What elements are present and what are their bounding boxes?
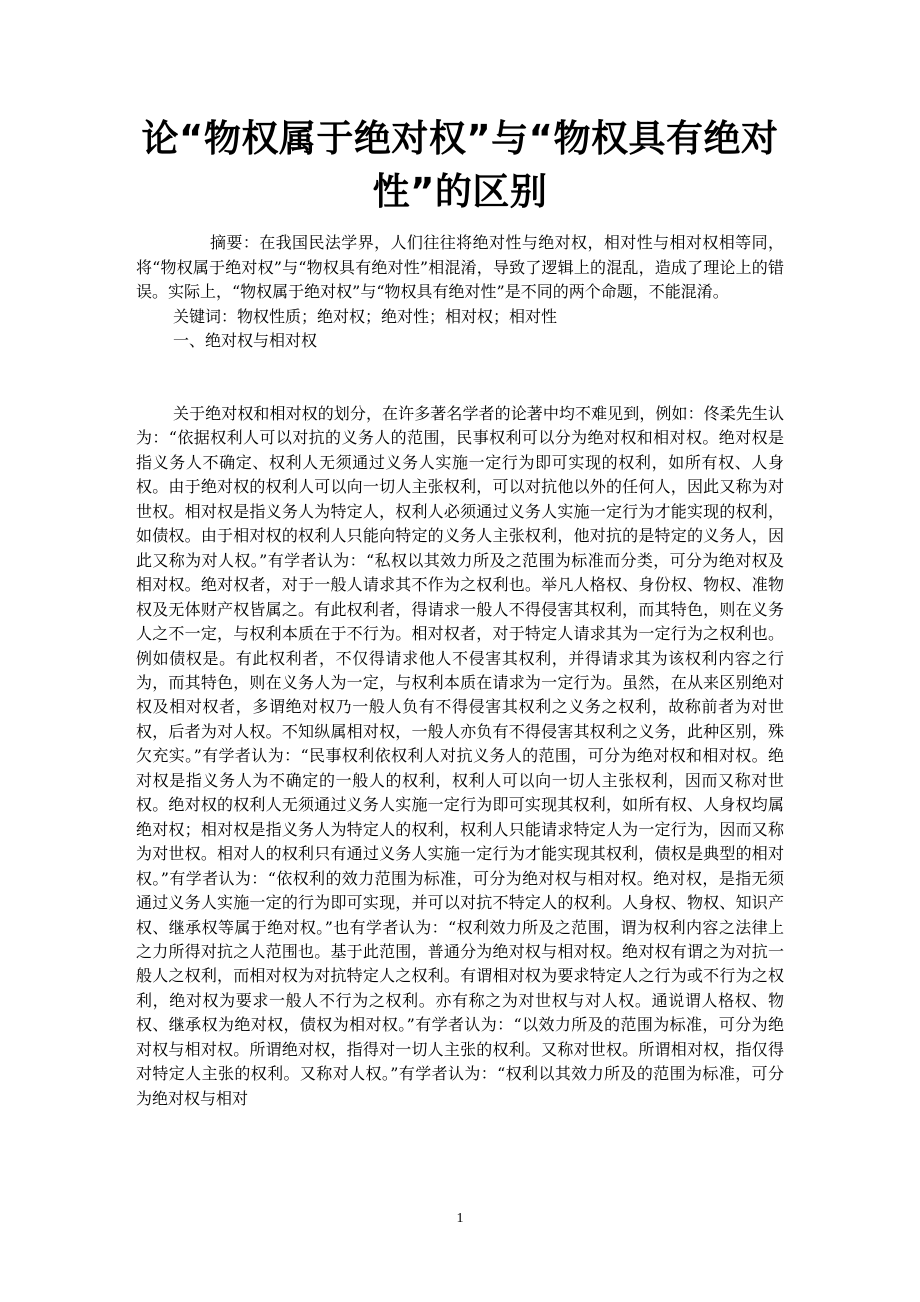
body-paragraph: 关于绝对权和相对权的划分，在许多著名学者的论著中均不难见到，例如：佟柔先生认为：“依据权利人可以对抗的义务人的范围，民事权利可以分为绝对权和相对权。绝对权是指义务人不确定、权利人无须通过义务人实施一定行为即可实现的权利，如所有权、人身权。由于绝对权的权利人可以向一切人主张权利，可以对抗他以外的任何人，因此又称为对世权。相对权是指义务人为特定人，权利人必须通过义务人实施一定行为才能实现的权利，如债权。由于相对权的权利人只能向特定的义务人主张权利，他对抗的是特定的义务人，因此又称为对人权。”有学者认为：“私权以其效力所及之范围为标准而分类，可分为绝对权及相对权。绝对权者，对于一般人请求其不作为之权利也。举凡人格权、身份权、物权、准物权及无体财产权皆属之。有此权利者，得请求一般人不得侵害其权利，而其特色，则在义务人之不一定，与权利本质在于不行为。相对权者，对于特定人请求其为一定行为之权利也。例如债权是。有此权利者，不仅得请求他人不侵害其权利，并得请求其为该权利内容之行为，而其特色，则在义务人为一定，与权利本质在请求为一定行为。虽然，在从来区别绝对权及相对权者，多谓绝对权乃一般人负有不得侵害其权利之义务之权利，故称前者为对世权，后者为对人权。不知纵属相对权，一般人亦负有不得侵害其权利之义务，此种区别，殊欠充实。”有学者认为：“民事权利依权利人对抗义务人的范围，可分为绝对权和相对权。绝对权是指义务人为不确定的一般人的权利，权利人可以向一切人主张权利，因而又称对世权。绝对权的权利人无须通过义务人实施一定行为即可实现其权利，如所有权、人身权均属绝对权；相对权是指义务人为特定人的权利，权利人只能请求特定人为一定行为，因而又称为对世权。相对人的权利只有通过义务人实施一定行为才能实现其权利，债权是典型的相对权。”有学者认为：“依权利的效力范围为标准，可分为绝对权与相对权。绝对权，是指无须通过义务人实施一定的行为即可实现，并可以对抗不特定人的权利。人身权、物权、知识产权、继承权等属于绝对权。”也有学者认为：“权利效力所及之范围，谓为权利内容之法律上之力所得对抗之人范围也。基于此范围，普通分为绝对权与相对权。绝对权有谓之为对抗一般人之权利，而相对权为对抗特定人之权利。有谓相对权为要求特定人之行为或不行为之权利，绝对权为要求一般人不行为之权利。亦有称之为对世权与对人权。通说谓人格权、物权、继承权为绝对权，债权为相对权。”有学者认为：“以效力所及的范围为标准，可分为绝对权与相对权。所谓绝对权，指得对一切人主张的权利。又称对世权。所谓相对权，指仅得对特定人主张的权利。又称对人权。”有学者认为：“权利以其效力所及的范围为标准，可分为绝对权与相对: [136, 404, 784, 1108]
page-number: 1: [456, 1211, 464, 1226]
abstract-section: [136, 231, 784, 354]
document-title: 论“物权属于绝对权”与“物权具有绝对性”的区别: [141, 117, 779, 213]
keywords-line: 关键词：物权性质；绝对权；绝对性；相对权；相对性: [173, 306, 558, 326]
abstract-paragraph: 摘要：在我国民法学界，人们往往将绝对性与绝对权，相对性与相对权相等同，将“物权属于绝对权”与“物权具有绝对性”相混淆，导致了逻辑上的混乱，造成了理论上的错误。实际上，“物权属于绝对权”与“物权具有绝对性”是不同的两个命题，不能混淆。: [136, 233, 784, 301]
section-heading: 一、绝对权与相对权: [173, 331, 318, 350]
